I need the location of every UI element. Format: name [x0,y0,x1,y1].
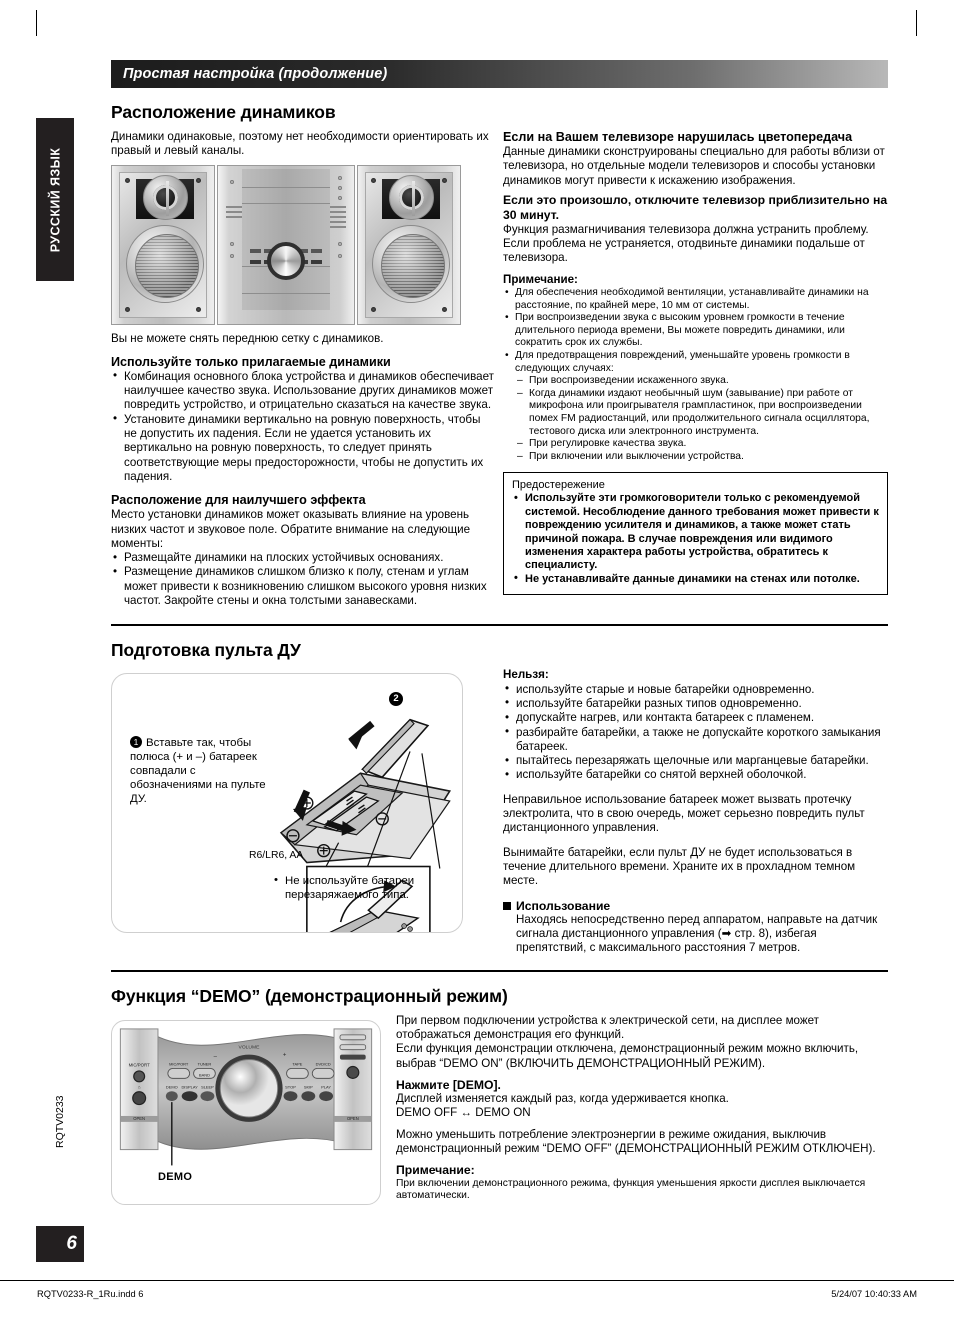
left-column-top [111,130,496,608]
right-column-top [496,130,888,608]
list-item: • Для предотвращения повреждений, уменьшайте уровень громкости в следующих случаях: [503,350,888,375]
svg-text:SKIP: SKIP [303,1083,313,1089]
caution-box [503,472,888,595]
battery-step-1-text: Вставьте так, чтобы полюса (+ и –) батареек совпадали с обозначениями на пульте ДУ. [130,737,266,806]
list-item: • Размещайте динамики на плоских устойчивых основаниях. [111,551,496,565]
left-speaker-woofer [126,225,204,303]
svg-text:TAPE: TAPE [292,1061,303,1067]
demo-paragraph-3: Можно уменьшить потребление электроэнергии в режиме ожидания, выключив демонстрационный режим “DEMO OFF” (ДЕМОНСТРАЦИОННЫЙ РЕЖИМ ОТКЛЮЧЕН). [396,1127,876,1156]
battery-type-label: R6/LR6, AA [249,850,304,862]
svg-text:BAND: BAND [198,1072,210,1078]
list-item: – При включении или выключении устройства. [517,451,888,464]
demo-button-callout-label: DEMO [158,1170,193,1183]
usage-text: Находясь непосредственно перед аппаратом, направьте на датчик сигнала дистанционного управления (➡ стр. 8), избегая препятствий, с максимального расстояния 7 метров. [516,912,878,955]
svg-text:DEMO: DEMO [165,1083,178,1089]
list-item: – Когда динамики издают необычный шум (завывание) при работе от микрофона или проигрывателя грампластинок, при воспроизведении помех FM радиостанций, или продолжительного сигнала осциллятора, тестового диска или электронного инструмента. [517,388,888,438]
list-item: • пытайтесь перезаряжать щелочные или марганцевые батарейки. [503,754,888,768]
tv-note-list [503,287,888,375]
best-effect-intro: Место установки динамиков может оказывать влияние на уровень низких частот и звуковое поле. Обратите внимание на следующие моменты: [111,508,471,550]
svg-text:⌂: ⌂ [137,1083,141,1089]
page-footer [0,1280,954,1299]
demo-panel-artwork [112,1021,380,1204]
right-speaker-illustration [357,165,461,325]
page-number: 6 [36,1226,84,1262]
list-item: • При воспроизведении звука с высоким уровнем громкости в течение длительного периода времени, Вы можете повредить динамики, или сократить срок их службы. [503,312,888,350]
svg-text:OPEN: OPEN [346,1115,359,1121]
footer-filename: RQTV0233-R_1Ru.indd 6 [37,1289,144,1299]
svg-text:OPEN: OPEN [133,1115,146,1121]
dont-heading: Нельзя: [503,668,549,682]
battery-rechargeable-note: • Не используйте батареи перезаряжаемого типа. [272,874,457,902]
square-bullet-icon [503,902,511,910]
right-column-demo [389,1014,888,1205]
page-title-demo: Функция “DEMO” (демонстрационный режим) [111,985,508,1006]
svg-text:–: – [213,1054,217,1061]
list-item: • разбирайте батарейки, а также не допускайте короткого замыкания батареек. [503,726,888,755]
svg-text:DISPLAY: DISPLAY [181,1083,198,1089]
list-item: • Не устанавливайте данные динамики на стенах или потолке. [512,573,879,586]
left-column-demo [111,1014,389,1205]
section-divider-2 [111,970,888,972]
demo-note-heading: Примечание: [396,1163,475,1178]
list-item: • Комбинация основного блока устройства и динамиков обеспечивает наилучшее качество звука. Использование других динамиков может повредить устройство, и отрицательно сказаться на качестве звука. [111,370,496,413]
grille-note-text: Вы не можете снять переднюю сетку с динамиков. [111,331,384,345]
svg-text:MIC/PORT: MIC/PORT [128,1062,150,1068]
callout-number-2: 2 [389,692,403,706]
battery-misuse-paragraph: Неправильное использование батареек может вызвать протечку электролита, что в свою очередь, может серьезно повредить пульт дистанционного управления. [503,792,865,835]
use-supplied-speakers-heading: Используйте только прилагаемые динамики [111,354,391,369]
left-speaker-tweeter [143,175,188,220]
page-title-remote: Подготовка пульта ДУ [111,640,301,661]
section-header-bar [111,60,888,88]
svg-text:PLAY: PLAY [321,1083,332,1089]
list-item: • Размещение динамиков слишком близко к полу, стенам и углам может привести к возникновению слишком высокого уровня низких частот. Закройте стены и окна толстыми занавесками. [111,565,496,608]
left-speaker-illustration [111,165,215,325]
best-effect-list [111,551,496,608]
list-item: • используйте старые и новые батарейки одновременно. [503,683,888,697]
list-item: • Для обеспечения необходимой вентиляции, устанавливайте динамики на расстояние, по крайней мере, 10 мм от системы. [503,287,888,312]
demo-toggle-text: DEMO OFF ↔ DEMO ON [396,1106,531,1120]
document-code: RQTV0233 [54,1095,66,1148]
list-item: – При регулировке качества звука. [517,438,888,451]
section-header-title: Простая настройка (продолжение) [123,66,388,82]
svg-text:STOP: STOP [285,1083,296,1089]
page-content [111,60,888,1205]
section-divider-1 [111,624,888,626]
crop-mark-top-right [916,10,917,36]
two-column-layout-remote [111,668,888,955]
caution-heading: Предостережение [512,479,605,492]
list-item: • Установите динамики вертикально на ровную поверхность, чтобы не допустить их падения. Если не удается установить их вертикально на ровную поверхность, то следует принять соответствующие меры предосторожности, чтобы не допустить их падения. [111,413,496,484]
demo-press-heading: Нажмите [DEMO]. [396,1077,501,1092]
two-column-layout-demo [111,1014,888,1205]
demo-paragraph-1: При первом подключении устройства к электрической сети, на дисплее может отображаться демонстрация его функций. [396,1013,819,1041]
demo-paragraph-2: Если функция демонстрации отключена, демонстрационный режим можно включить, выбрав “DEMO ON” (ВКЛЮЧИТЬ ДЕМОНСТРАЦИОННЫЙ РЕЖИМ). [396,1042,859,1070]
demo-note-text: При включении демонстрационного режима, функция уменьшения яркости дисплея выключается автоматически. [396,1177,866,1202]
main-unit-illustration [217,165,355,325]
svg-text:SLEEP: SLEEP [201,1083,214,1089]
main-unit-volume-knob [267,242,305,280]
usage-heading-label: Использование [516,898,611,913]
use-supplied-speakers-list [111,370,496,484]
left-column-remote [111,668,496,955]
speaker-system-illustration [111,165,463,325]
tv-color-subtext: Функция размагничивания телевизора должна устранить проблему. Если проблема не устраняется, отодвиньте динамики подальше от телевизора. [503,222,869,265]
language-tab [36,118,74,281]
list-item: • используйте батарейки со снятой верхней оболочкой. [503,768,888,782]
svg-text:VOLUME: VOLUME [238,1045,260,1051]
tv-color-heading: Если на Вашем телевизоре нарушилась цветопередача [503,130,853,144]
right-speaker-baffle [365,172,453,318]
language-tab-label: РУССКИЙ ЯЗЫК [48,147,62,253]
crop-mark-top-left [36,10,37,36]
footer-timestamp: 5/24/07 10:40:33 AM [831,1289,917,1299]
tv-note-dash-list [503,375,888,463]
tv-note-heading: Примечание: [503,272,578,286]
best-effect-heading: Расположение для наилучшего эффекта [111,493,366,508]
dont-list [503,683,888,783]
list-item: • используйте батарейки разных типов одновременно. [503,697,888,711]
svg-text:MIC/PORT: MIC/PORT [169,1061,189,1067]
battery-step-1 [130,736,280,806]
battery-removal-paragraph: Вынимайте батарейки, если пульт ДУ не будет использоваться в течение длительного времени. Храните их в прохладном темном месте. [503,845,856,888]
list-item: • допускайте нагрев, или контакта батареек с пламенем. [503,711,888,725]
speaker-intro-text: Динамики одинаковые, поэтому нет необходимости ориентировать их правый и левый каналы. [111,130,489,158]
two-column-layout-top [111,130,888,608]
caution-list [512,492,879,586]
right-speaker-woofer [372,225,450,303]
tv-color-intro: Данные динамики сконструированы специально для работы вблизи от телевизора, но отдельные модели телевизоров и способы установки динамиков могут привести к искажению изображения. [503,145,885,187]
list-item: – При воспроизведении искаженного звука. [517,375,888,388]
right-speaker-tweeter [389,175,434,220]
callout-number-1: 1 [130,736,142,748]
list-item: • Используйте эти громкоговорители только с рекомендуемой системой. Несоблюдение данного требования может привести к повреждению усилителя и динамиков, а также может стать причиной пожара. В случае повреждения или видимого изменения характера работы устройства, обратитесь к специалисту. [512,492,879,572]
svg-text:DVD/CD: DVD/CD [315,1061,331,1067]
demo-press-text: Дисплей изменяется каждый раз, когда удерживается кнопка. [396,1092,729,1106]
page-title-speaker-placement: Расположение динамиков [111,102,336,122]
svg-text:+: + [282,1052,287,1059]
usage-heading [503,899,888,913]
remote-battery-illustration [111,673,463,933]
right-column-remote [496,668,888,955]
left-speaker-baffle [119,172,207,318]
demo-device-illustration [111,1020,381,1205]
svg-text:TUNER: TUNER [197,1061,212,1067]
tv-color-subheading: Если это произошло, отключите телевизор приблизительно на 30 минут. [503,192,888,222]
